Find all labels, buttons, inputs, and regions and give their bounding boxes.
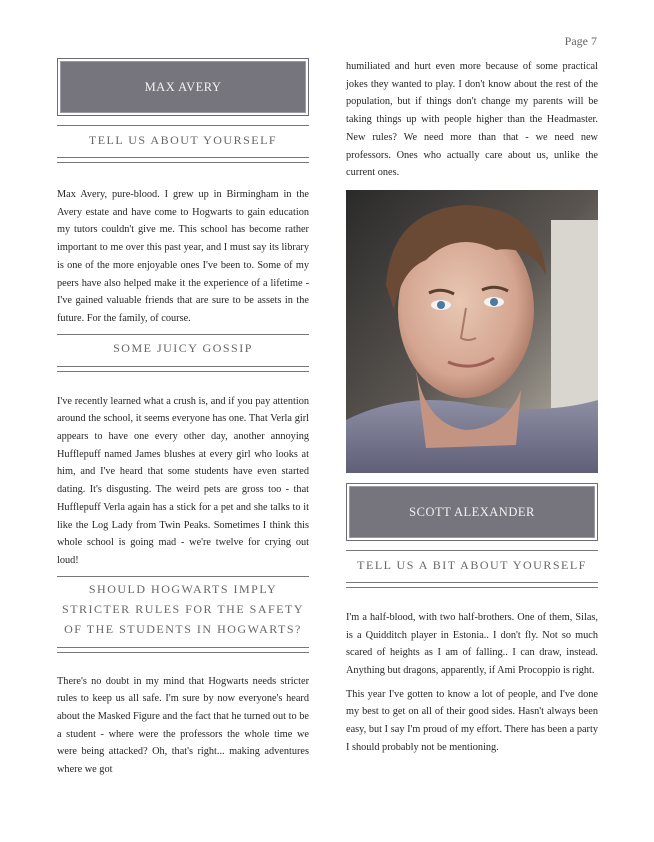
divider xyxy=(57,334,309,335)
section-body: Max Avery, pure-blood. I grew up in Birmingham in the Avery estate and have come to Hogwarts to gain education my tutors couldn't give me. This school has become rather important to me over this past year, and I must say its library is one of the more enjoyable ones I've been to. Some of my peers have also helped make it the experience of a lifetime - I've gained valuable friends that are sure to be assets in the future. For the family, of course. xyxy=(57,189,309,324)
profile-name: SCOTT ALEXANDER xyxy=(349,486,595,538)
profile-photo xyxy=(346,190,598,473)
section-body: I've recently learned what a crush is, and if you pay attention around the school, it seems everyone has one. That Verla girl appears to have one every other day, another annoying Hufflepuff named James blushes at every girl who looks at him, and I've heard that some students have even started dating. It's disgusting. The weird pets are gross too - that Hufflepuff Verla again has a stick for a pet and she talks to it like the Log Lady from Twin Peaks. Sometimes I think this whole school is going mad - we're twelve for crying out loud! xyxy=(57,395,309,566)
right-column xyxy=(346,58,598,757)
section-body: There's no doubt in my mind that Hogwarts needs stricter rules to keep us all safe. I'm sure by now everyone's heard about the Masked Figure and the fact that he turned out to be a student - where were the professors the whole time we were being attacked? Oh, that's right... making adventures where we got xyxy=(57,675,309,776)
name-banner xyxy=(346,483,598,541)
name-banner xyxy=(57,58,309,116)
section-heading: SHOULD HOGWARTS IMPLY STRICTER RULES FOR THE SAFETY OF THE STUDENTS IN HOGWARTS? xyxy=(62,581,304,636)
continued-text: humiliated and hurt even more because of some practical jokes they wanted to play. I don't know about the rest of the population, but if things don't change my parents will be taking things up with people higher than the Headmaster. New rules? We need more than that - we need new professors. Ones who actually care about us, unlike the current ones. xyxy=(346,61,598,179)
left-column xyxy=(57,58,309,779)
divider xyxy=(57,576,309,577)
divider xyxy=(346,550,598,551)
profile-name: MAX AVERY xyxy=(60,61,306,113)
page-number: Page 7 xyxy=(564,34,597,48)
section-paragraph: This year I've gotten to know a lot of people, and I've done my best to get on all of their good sides. Hasn't always been easy, but I say I'm proud of my effort. There has been a party I should probably not be mentioning. xyxy=(346,688,598,753)
section-heading: TELL US ABOUT YOURSELF xyxy=(88,133,278,147)
section-heading: SOME JUICY GOSSIP xyxy=(113,340,253,355)
divider xyxy=(57,125,309,126)
section-paragraph: I'm a half-blood, with two half-brothers. One of them, Silas, is a Quidditch player in Estonia.. I don't fly. Not so much scared of heights as I am of falling.. I can draw, instead. Anything but dragons, apparently, if Ami Procoppio is right. xyxy=(346,611,598,677)
section-heading: TELL US A BIT ABOUT YOURSELF xyxy=(357,557,587,572)
